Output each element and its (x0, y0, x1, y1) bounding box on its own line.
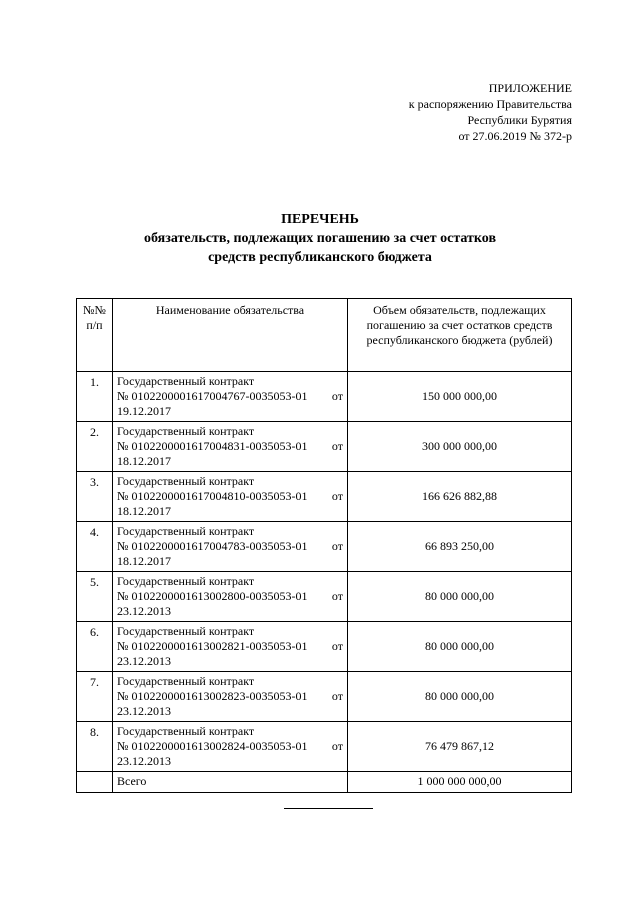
row-obligation (113, 722, 348, 772)
contract-number-line (117, 389, 343, 404)
appendix-republic: Республики Бурятия (467, 113, 572, 127)
row-number: 6. (77, 622, 113, 672)
contract-title: Государственный контракт (117, 574, 255, 588)
contract-title: Государственный контракт (117, 624, 255, 638)
contract-title: Государственный контракт (117, 674, 255, 688)
contract-number: № 0102200001613002800-0035053-01 (117, 589, 308, 603)
contract-from: от (331, 639, 343, 653)
contract-number-line (117, 639, 343, 654)
table-row (77, 722, 572, 772)
table-row (77, 522, 572, 572)
row-amount: 80 000 000,00 (348, 622, 572, 672)
contract-number: № 0102200001617004810-0035053-01 (117, 489, 308, 503)
row-number: 8. (77, 722, 113, 772)
row-number: 2. (77, 422, 113, 472)
row-amount: 80 000 000,00 (348, 672, 572, 722)
table-total-row (77, 772, 572, 793)
row-number: 5. (77, 572, 113, 622)
contract-date: 23.12.2013 (117, 754, 171, 768)
row-number: 4. (77, 522, 113, 572)
row-amount: 166 626 882,88 (348, 472, 572, 522)
total-amount: 1 000 000 000,00 (348, 772, 572, 793)
appendix-block (409, 80, 572, 144)
appendix-reference: к распоряжению Правительства (408, 97, 572, 111)
document-title (0, 210, 640, 267)
row-amount: 300 000 000,00 (348, 422, 572, 472)
row-obligation (113, 622, 348, 672)
contract-from: от (331, 439, 343, 453)
contract-number: № 0102200001613002821-0035053-01 (117, 639, 308, 653)
contract-number-line (117, 539, 343, 554)
contract-date: 23.12.2013 (117, 654, 171, 668)
row-obligation (113, 422, 348, 472)
table-row (77, 572, 572, 622)
contract-title: Государственный контракт (117, 724, 255, 738)
contract-from: от (331, 739, 343, 753)
contract-title: Государственный контракт (117, 474, 255, 488)
contract-date: 18.12.2017 (117, 554, 171, 568)
row-obligation (113, 472, 348, 522)
table-row (77, 622, 572, 672)
row-number: 1. (77, 372, 113, 422)
contract-date: 23.12.2013 (117, 604, 171, 618)
row-amount: 66 893 250,00 (348, 522, 572, 572)
row-amount: 76 479 867,12 (348, 722, 572, 772)
table-body (77, 372, 572, 772)
contract-number-line (117, 489, 343, 504)
row-obligation (113, 522, 348, 572)
table-row (77, 422, 572, 472)
contract-number: № 0102200001613002824-0035053-01 (117, 739, 308, 753)
contract-number: № 0102200001617004831-0035053-01 (117, 439, 308, 453)
title-subtitle-2: средств республиканского бюджета (208, 250, 432, 265)
contract-title: Государственный контракт (117, 524, 255, 538)
row-amount: 150 000 000,00 (348, 372, 572, 422)
appendix-date-number: от 27.06.2019 № 372-р (458, 129, 572, 143)
signature-line (284, 808, 373, 809)
contract-number: № 0102200001613002823-0035053-01 (117, 689, 308, 703)
header-amount: Объем обязательств, подлежащих погашению за счет остатков средств республиканского бюджета (рублей) (348, 299, 572, 372)
row-obligation (113, 372, 348, 422)
total-label: Всего (113, 772, 348, 793)
row-amount: 80 000 000,00 (348, 572, 572, 622)
row-obligation (113, 672, 348, 722)
table-row (77, 672, 572, 722)
table-row (77, 372, 572, 422)
contract-date: 23.12.2013 (117, 704, 171, 718)
title-main: ПЕРЕЧЕНЬ (281, 212, 359, 227)
contract-from: от (331, 589, 343, 603)
title-subtitle-1: обязательств, подлежащих погашению за счет остатков (143, 231, 497, 246)
contract-from: от (331, 389, 343, 403)
contract-title: Государственный контракт (117, 424, 255, 438)
contract-from: от (331, 489, 343, 503)
header-name: Наименование обязательства (113, 299, 348, 372)
contract-from: от (331, 689, 343, 703)
table-row (77, 472, 572, 522)
contract-date: 18.12.2017 (117, 454, 171, 468)
obligations-table (76, 298, 572, 793)
row-number: 7. (77, 672, 113, 722)
contract-number-line (117, 439, 343, 454)
contract-title: Государственный контракт (117, 374, 255, 388)
contract-from: от (331, 539, 343, 553)
table-header-row (77, 299, 572, 372)
contract-number-line (117, 689, 343, 704)
contract-number-line (117, 589, 343, 604)
contract-number-line (117, 739, 343, 754)
appendix-heading: ПРИЛОЖЕНИЕ (488, 81, 572, 95)
header-number: №№ п/п (77, 299, 113, 372)
contract-number: № 0102200001617004783-0035053-01 (117, 539, 308, 553)
row-number: 3. (77, 472, 113, 522)
contract-number: № 0102200001617004767-0035053-01 (117, 389, 308, 403)
total-number-cell (77, 772, 113, 793)
contract-date: 18.12.2017 (117, 504, 171, 518)
row-obligation (113, 572, 348, 622)
contract-date: 19.12.2017 (117, 404, 171, 418)
